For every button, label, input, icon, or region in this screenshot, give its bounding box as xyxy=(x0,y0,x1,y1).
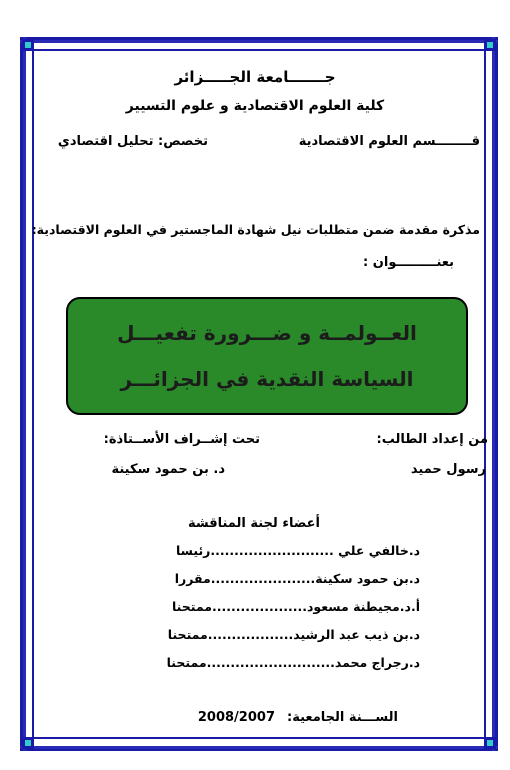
supervisor-label: تحت إشــراف الأســتاذة: xyxy=(103,432,260,447)
corner-ornament-bottom-right xyxy=(484,737,496,749)
memo-intro: مذكرة مقدمة ضمن متطلبات نيل شهادة الماجستير في العلوم الاقتصادية: xyxy=(31,222,480,237)
corner-ornament-top-left xyxy=(22,39,34,51)
border-line-top xyxy=(20,40,498,43)
corner-ornament-bottom-left xyxy=(22,737,34,749)
specialization: تخصص: تحليل اقتصادي xyxy=(57,134,208,149)
thesis-title-line2: السياسة النقدية في الجزائـــر xyxy=(120,367,414,391)
thesis-title-box xyxy=(66,297,468,415)
faculty-name: كلية العلوم الاقتصادية و علوم التسيير xyxy=(125,98,385,114)
border-line-left xyxy=(23,37,26,751)
border-line-right xyxy=(492,37,495,751)
academic-year-value: 2008/2007 xyxy=(197,710,275,725)
student-name: رسول حميد xyxy=(410,462,486,477)
title-label: بعنـــــــــوان : xyxy=(363,255,454,270)
supervisor-name: د. بن حمود سكينة xyxy=(111,462,225,477)
department-name: قــــــــسم العلوم الاقتصادية xyxy=(298,134,480,149)
committee-member: د.بن حمود سكينة......................مقررا xyxy=(174,571,420,586)
student-label: من إعداد الطالب: xyxy=(376,432,488,447)
committee-member: د.خالفي علي ..........................رئيسا xyxy=(175,543,420,558)
thesis-title-line1: العــولمــة و ضـــرورة تفعيـــل xyxy=(117,321,417,345)
committee-member: أ.د.مجيطنة مسعود....................ممتحنا xyxy=(171,599,420,614)
committee-member: د.بن ذيب عبد الرشيد..................ممتحنا xyxy=(167,627,420,642)
university-name: جـــــــامعة الجـــــزائر xyxy=(174,68,336,86)
committee-member: د.رجراج محمد...........................ممتحنا xyxy=(166,655,420,670)
border-line-bottom xyxy=(20,746,498,749)
academic-year-label: الســـنة الجامعية: xyxy=(287,710,398,725)
committee-heading: أعضاء لجنة المناقشة xyxy=(187,516,320,531)
corner-ornament-top-right xyxy=(484,39,496,51)
